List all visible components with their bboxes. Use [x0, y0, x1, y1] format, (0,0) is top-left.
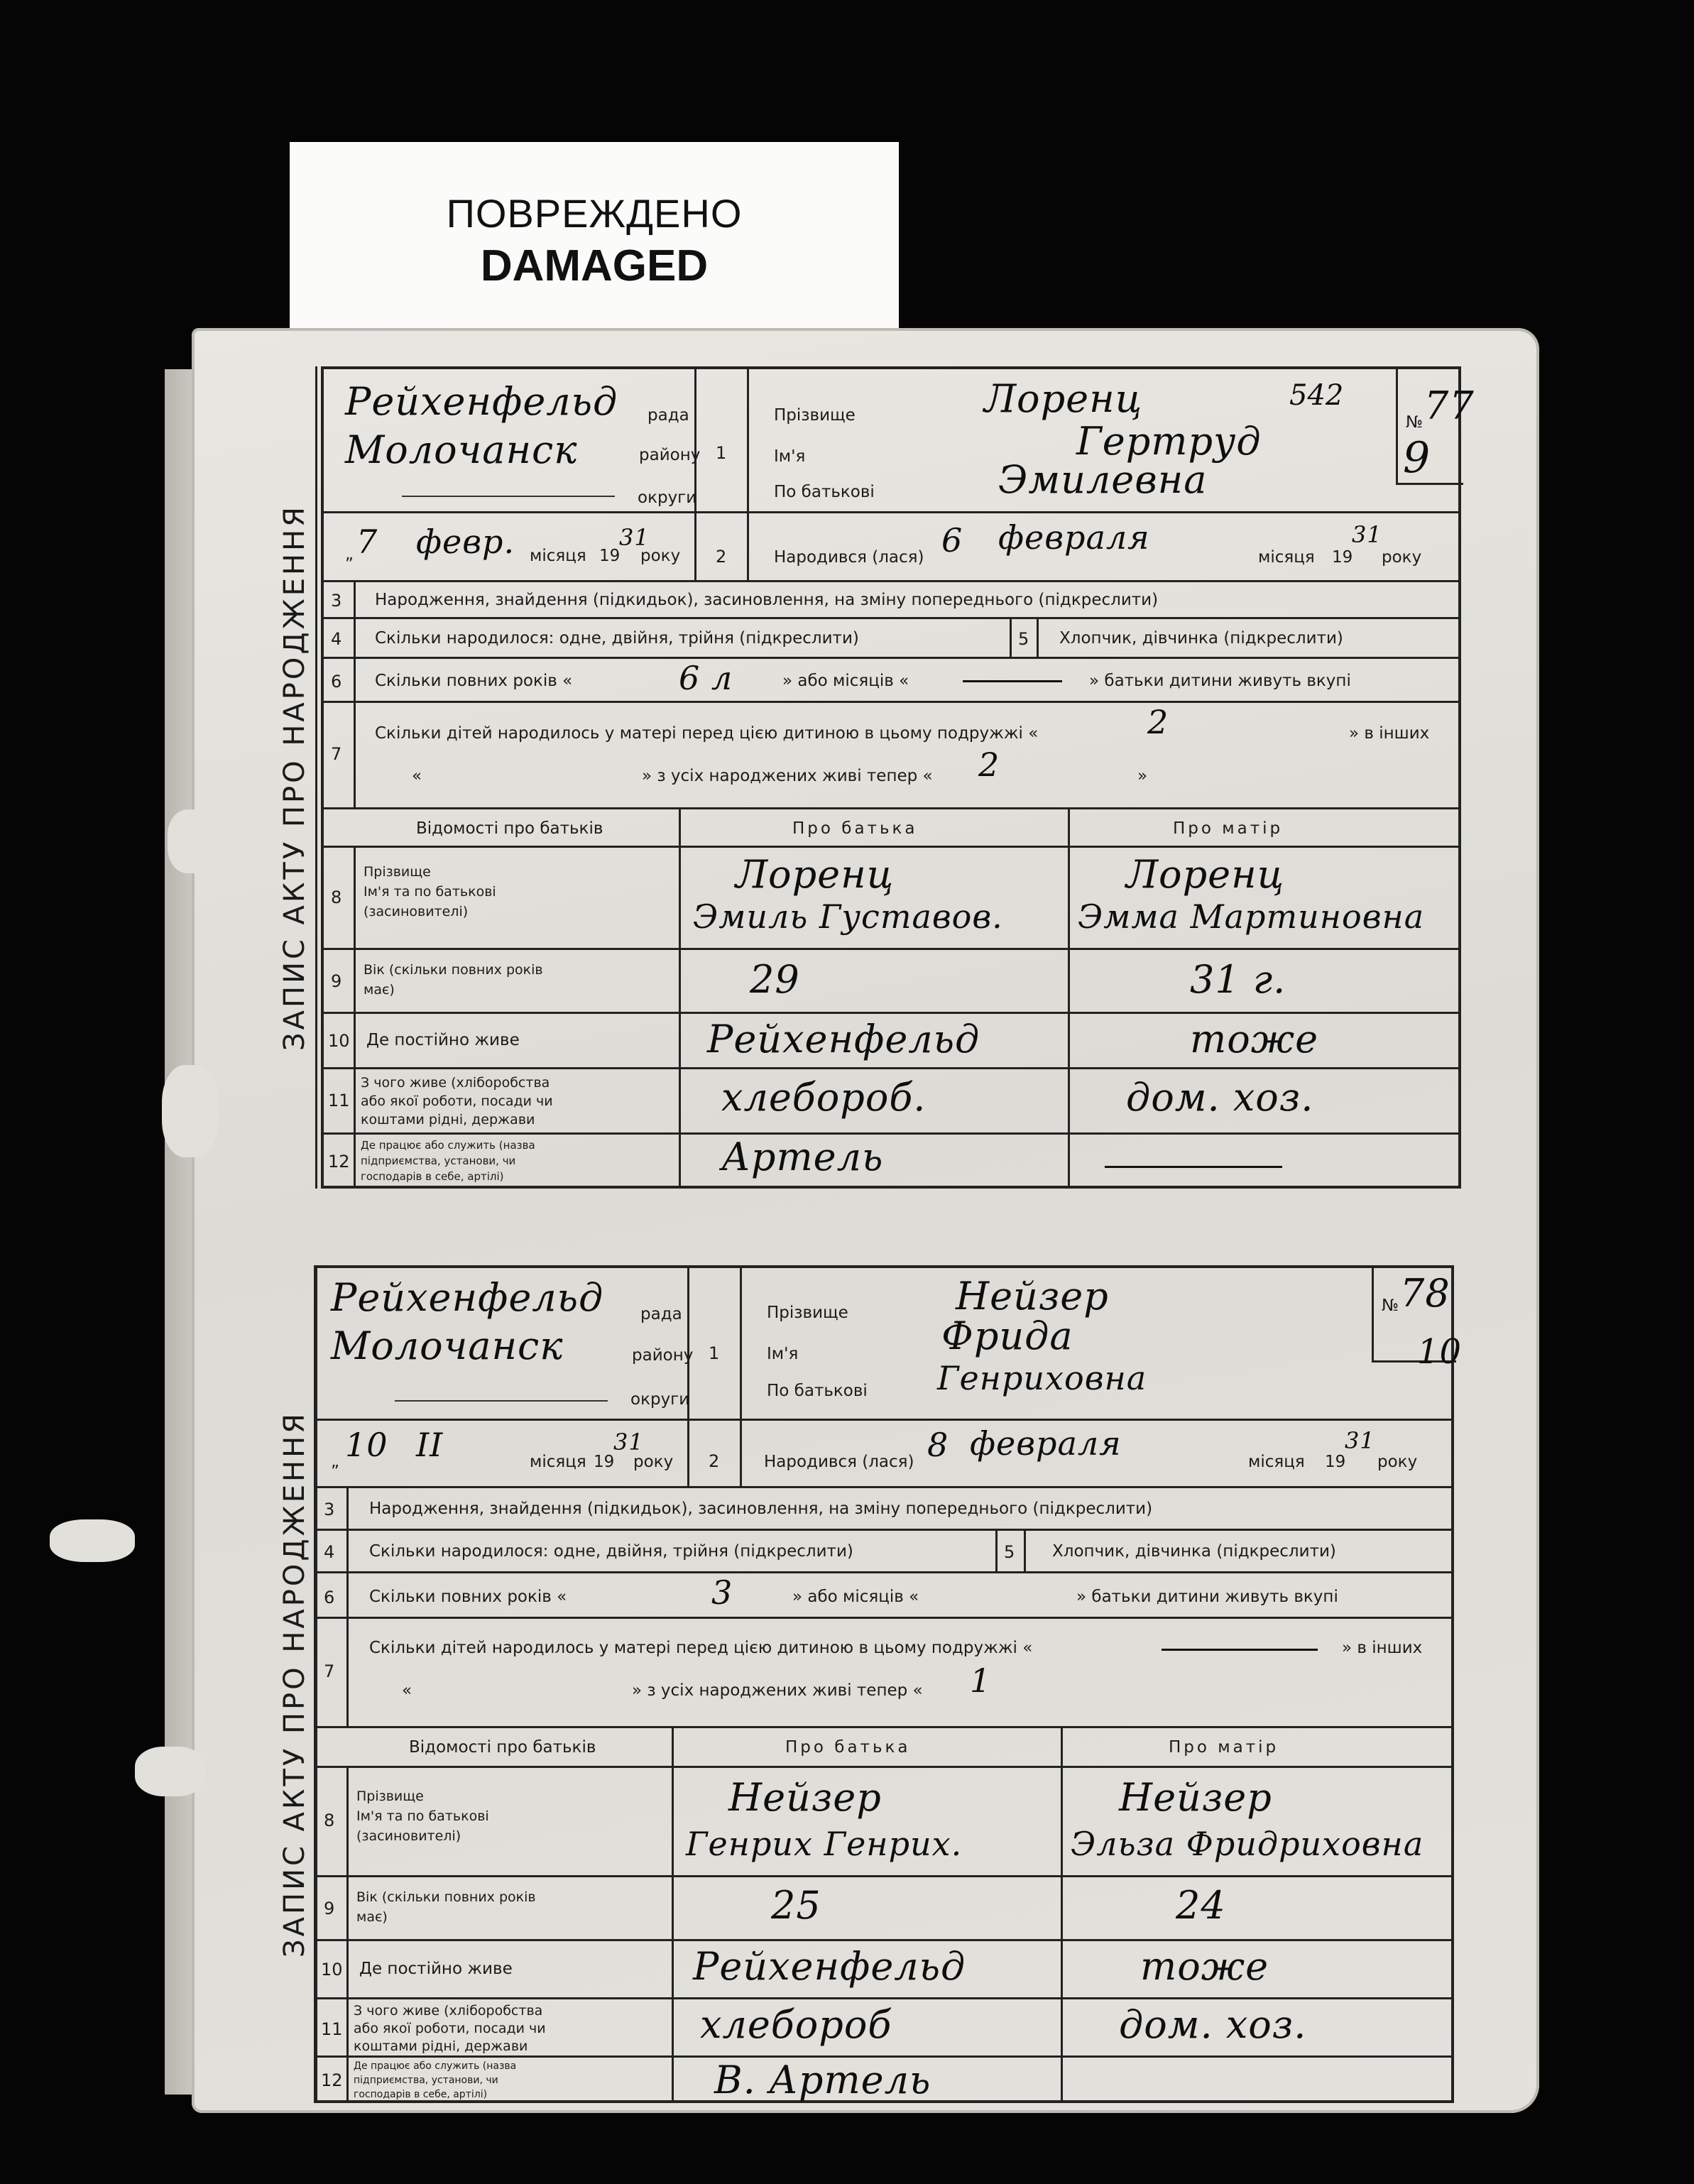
father-occupation: хлебороб.	[721, 1075, 927, 1120]
row-8: 8 Прізвище Ім'я та по батькові (засиновителі) Нейзер Генрих Генрих. Нейзер Эльза Фридриховна	[317, 1768, 1451, 1877]
birth-record-1	[278, 366, 1475, 1189]
paper-tear	[50, 1519, 135, 1562]
row-9: 9 Вік (скільки повних років має) 29 31 г.	[324, 950, 1458, 1014]
born-month: февраля	[998, 518, 1150, 557]
row-6: 6 Скільки повних років « 6 л » або місяців « » батьки дитини живуть вкупі	[324, 659, 1458, 703]
born-day: 6	[941, 521, 963, 559]
page-number: 9	[1403, 433, 1431, 483]
row-12: 12 Де працює або служить (назва підприємства, установи, чи господарів в себе, артілі) В. Артель	[321, 2058, 931, 2102]
mother-age: 24	[1176, 1883, 1226, 1928]
row-12: 12 Де працює або служить (назва підприємства, установи, чи господарів в себе, артілі) Артель	[324, 1135, 1458, 1189]
born-year: 31	[1352, 521, 1382, 548]
born-day: 8	[927, 1426, 949, 1464]
patronymic-label: По батькові	[774, 483, 875, 501]
paper-tear	[135, 1747, 206, 1796]
number-sign: №	[1406, 413, 1423, 432]
name-label: Ім'я	[774, 447, 806, 466]
rada-value: Рейхенфельд	[331, 1275, 604, 1320]
reg-year: 31	[613, 1429, 644, 1456]
record-side-title: ЗАПИС АКТУ ПРО НАРОДЖЕННЯ	[274, 1265, 317, 2103]
page-number: 10	[1417, 1332, 1463, 1372]
patronymic-value: Эмилевна	[998, 457, 1208, 502]
surname-label: Прізвище	[774, 406, 856, 425]
mother-occupation: дом. хоз.	[1126, 1075, 1314, 1120]
row-10: 10 Де постійно живе Рейхенфельд тоже	[317, 1941, 1451, 1999]
father-workplace: Артель	[721, 1135, 884, 1179]
row-4-5: 4 Скільки народилося: одне, двійня, трійня (підкреслити) 5 Хлопчик, дівчинка (підкреслити)	[324, 619, 1458, 659]
father-name: Генрих Генрих.	[686, 1825, 963, 1863]
record-header: Рейхенфельд рада Молочанск району округи 1 Прізвище Нейзер Ім'я Фрида По батькові Генриховна № 78 10 „ 10 II місяця 19 31 року 2 Народився (лася) 8 февраля місяця 19 31 року	[317, 1268, 1451, 1488]
rayon-label: району	[639, 446, 701, 464]
rada-label: рада	[647, 406, 689, 425]
row-7: 7 Скільки дітей народилось у матері перед цією дитиною в цьому подружжі « » в інших « » з усіх народжених живі тепер « 1	[317, 1619, 1451, 1728]
birth-record-2	[278, 1265, 1463, 2103]
reg-day: 10	[345, 1426, 388, 1464]
surname-value: Нейзер	[956, 1274, 1109, 1318]
record-number: 77	[1424, 383, 1475, 428]
row-11: 11 З чого живе (хліборобства або якої роботи, посади чи коштами рідні, держави хлебороб дом. хоз.	[317, 1999, 1451, 2058]
row-8: 8 Прізвище Ім'я та по батькові (засиновителі) Лоренц Эмиль Густавов. Лоренц Эмма Мартиновна	[324, 848, 1458, 950]
rada-value: Рейхенфельд	[345, 379, 618, 424]
father-workplace: В. Артель	[714, 2058, 931, 2102]
patronymic-value: Генриховна	[937, 1359, 1147, 1397]
father-residence: Рейхенфельд	[693, 1944, 966, 1989]
parents-header: Відомості про батьків Про батька Про матір	[317, 1728, 1451, 1768]
parents-header: Відомості про батьків Про батька Про матір	[324, 809, 1458, 848]
mother-surname: Нейзер	[1119, 1775, 1272, 1820]
father-age: 25	[771, 1883, 821, 1928]
father-residence: Рейхенфельд	[707, 1017, 980, 1061]
row-3: 3 Народження, знайдення (підкидьок), засиновлення, на зміну попереднього (підкреслити)	[317, 1488, 1451, 1531]
row-7: 7 Скільки дітей народилось у матері перед цією дитиною в цьому подружжі « 2 » в інших « » з усіх народжених живі тепер « 2 »	[324, 703, 1458, 809]
children-alive: 2	[978, 746, 1000, 784]
row-11: 11 З чого живе (хліборобства або якої роботи, посади чи коштами рідні, держави хлебороб. дом. хоз.	[324, 1069, 1458, 1135]
damaged-label-ua: ПОВРЕЖДЕНО	[446, 191, 743, 236]
reg-month: II	[416, 1426, 444, 1464]
paper-tear	[162, 1065, 219, 1157]
damaged-label-en: DAMAGED	[480, 241, 709, 290]
rayon-value: Молочанск	[345, 427, 578, 472]
mother-occupation: дом. хоз.	[1119, 2002, 1307, 2047]
mother-surname: Лоренц	[1126, 852, 1285, 897]
children-alive: 1	[970, 1661, 992, 1700]
mother-age: 31 г.	[1190, 957, 1286, 1002]
name-value: Гертруд	[1076, 419, 1262, 464]
father-surname: Лоренц	[736, 852, 895, 897]
father-name: Эмиль Густавов.	[693, 897, 1003, 936]
damaged-label	[290, 142, 899, 339]
record-side-title: ЗАПИС АКТУ ПРО НАРОДЖЕННЯ	[274, 366, 317, 1189]
stamp-number: 542	[1289, 379, 1344, 412]
paper-tear	[168, 809, 217, 873]
children-before: 2	[1147, 703, 1169, 741]
years-together: 6 л	[679, 659, 733, 697]
okruhy-label: округи	[638, 488, 697, 507]
record-number: 78	[1400, 1271, 1450, 1316]
born-year: 31	[1345, 1427, 1375, 1454]
father-surname: Нейзер	[728, 1775, 882, 1820]
name-value: Фрида	[941, 1314, 1073, 1358]
row-9: 9 Вік (скільки повних років має) 25 24	[317, 1877, 1451, 1941]
record-header: Рейхенфельд рада Молочанск району округи 1 Прізвище Лоренц 542 Ім'я Гертруд По батькові Эмилевна № 77 9 „ 7 февр. місяця 19 31 року 2 Народився (лася) 6 февраля місяця 19 31 року	[324, 369, 1458, 582]
mother-residence: тоже	[1140, 1944, 1269, 1989]
surname-value: Лоренц	[984, 376, 1143, 421]
reg-year: 31	[619, 524, 650, 551]
row-4-5: 4 Скільки народилося: одне, двійня, трійня (підкреслити) 5 Хлопчик, дівчинка (підкреслити)	[317, 1531, 1451, 1573]
row-6: 6 Скільки повних років « 3 » або місяців « » батьки дитини живуть вкупі	[317, 1573, 1451, 1619]
mother-name: Эмма Мартиновна	[1078, 897, 1425, 936]
mother-residence: тоже	[1190, 1017, 1319, 1061]
born-month: февраля	[970, 1424, 1122, 1463]
mother-name: Эльза Фридриховна	[1071, 1825, 1424, 1863]
row-3: 3 Народження, знайдення (підкидьок), засиновлення, на зміну попереднього (підкреслити)	[324, 582, 1458, 619]
father-occupation: хлебороб	[700, 2002, 892, 2047]
father-age: 29	[750, 957, 800, 1002]
reg-day: 7	[356, 523, 378, 561]
row-10: 10 Де постійно живе Рейхенфельд тоже	[324, 1014, 1458, 1069]
years-together: 3	[711, 1573, 733, 1612]
reg-month: февр.	[416, 523, 515, 561]
rayon-value: Молочанск	[331, 1323, 564, 1368]
